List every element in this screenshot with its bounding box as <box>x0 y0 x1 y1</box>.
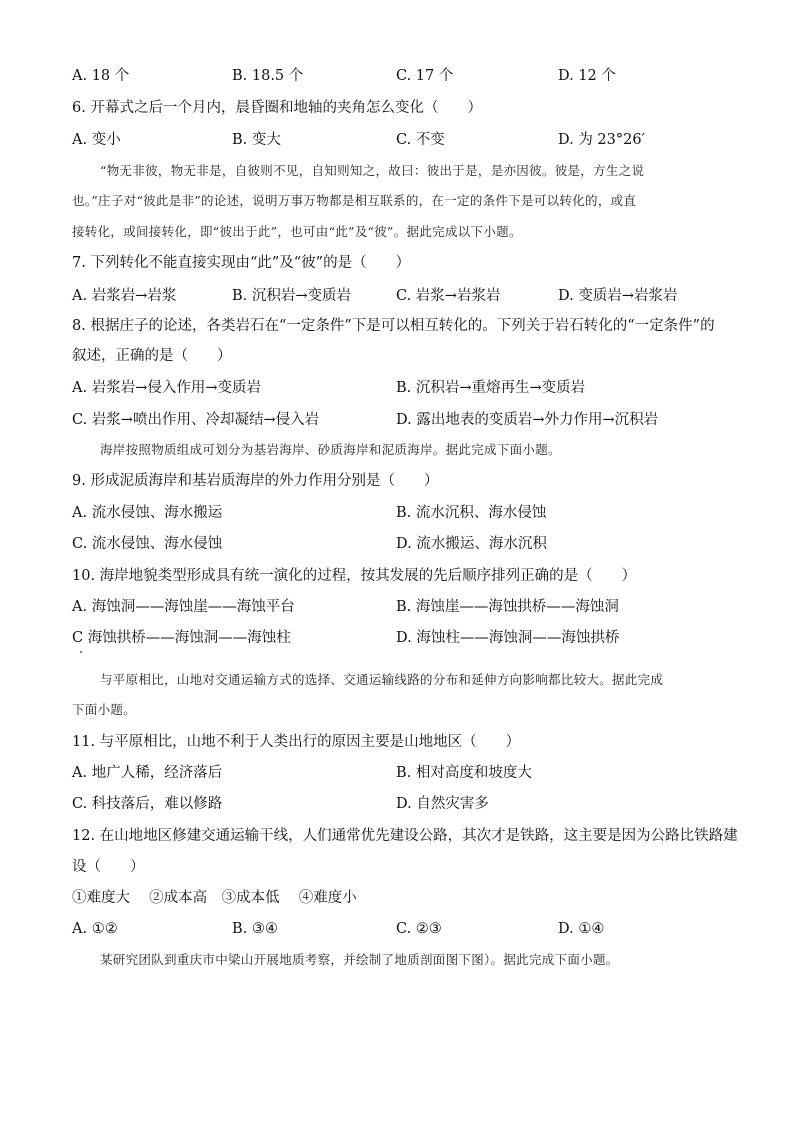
q7-option-d: D. 变质岩→岩浆岩 <box>558 288 678 304</box>
stray-dot <box>80 651 82 653</box>
q11-option-a: A. 地广人稀，经济落后 <box>72 765 223 781</box>
q12-choices: ①难度大 ②成本高 ③成本低 ④难度小 <box>72 890 357 906</box>
q12-stem-line-2: 设（ ） <box>72 859 145 875</box>
q6-option-d: D. 为 23°26′ <box>558 132 645 148</box>
q8-option-c: C. 岩浆→喷出作用、冷却凝结→侵入岩 <box>72 412 320 428</box>
q12-option-b: B. ③④ <box>232 921 278 937</box>
q11-option-b: B. 相对高度和坡度大 <box>396 765 532 781</box>
passage-3-line-2: 下面小题。 <box>72 702 137 717</box>
q8-stem-line-2: 叙述，正确的是（ ） <box>72 348 232 364</box>
q9-option-b: B. 流水沉积、海水侵蚀 <box>396 505 547 521</box>
q7-option-a: A. 岩浆岩→岩浆 <box>72 288 177 304</box>
q5-option-b: B. 18.5 个 <box>232 68 304 84</box>
q5-option-a: A. 18 个 <box>72 68 130 84</box>
q10-option-c: C 海蚀拱桥——海蚀洞——海蚀柱 <box>72 630 291 646</box>
q9-option-a: A. 流水侵蚀、海水搬运 <box>72 505 223 521</box>
q7-option-c: C. 岩浆→岩浆岩 <box>396 288 501 304</box>
q9-option-d: D. 流水搬运、海水沉积 <box>396 536 547 552</box>
q8-option-a: A. 岩浆岩→侵入作用→变质岩 <box>72 380 261 396</box>
q8-option-d: D. 露出地表的变质岩→外力作用→沉积岩 <box>396 412 659 428</box>
passage-2: 海岸按照物质组成可划分为基岩海岸、砂质海岸和泥质海岸。据此完成下面小题。 <box>100 442 561 457</box>
passage-1-line-3: 接转化，或间接转化，即“彼出于此”，也可由“此”及“彼”。据此完成以下小题。 <box>72 224 522 239</box>
q6-option-b: B. 变大 <box>232 132 281 148</box>
q12-option-d: D. ①④ <box>558 921 605 937</box>
passage-3-line-1: 与平原相比，山地对交通运输方式的选择、交通运输线路的分布和延伸方向影响都比较大。据此完成 <box>100 672 664 687</box>
q10-option-b: B. 海蚀崖——海蚀拱桥——海蚀洞 <box>396 599 619 615</box>
q9-stem: 9. 形成泥质海岸和基岩质海岸的外力作用分别是（ ） <box>72 473 439 489</box>
q6-stem: 6. 开幕式之后一个月内，晨昏圈和地轴的夹角怎么变化（ ） <box>72 100 482 116</box>
q6-option-c: C. 不变 <box>396 132 445 148</box>
q10-option-a: A. 海蚀洞——海蚀崖——海蚀平台 <box>72 599 295 615</box>
q7-stem: 7. 下列转化不能直接实现由“此”及“彼”的是（ ） <box>72 255 411 271</box>
q8-option-b: B. 沉积岩→重熔再生→变质岩 <box>396 380 586 396</box>
q12-stem-line-1: 12. 在山地地区修建交通运输干线，人们通常优先建设公路，其次才是铁路，这主要是因为公路比铁路建 <box>72 828 738 844</box>
q12-option-c: C. ②③ <box>396 921 442 937</box>
q7-option-b: B. 沉积岩→变质岩 <box>232 288 352 304</box>
q8-stem-line-1: 8. 根据庄子的论述，各类岩石在“一定条件”下是可以相互转化的。下列关于岩石转化的“一定条件”的 <box>72 318 715 334</box>
q11-option-d: D. 自然灾害多 <box>396 796 489 812</box>
passage-1-line-2: 也。”庄子对“彼此是非”的论述，说明万事万物都是相互联系的，在一定的条件下是可以转化的，或直 <box>72 193 637 208</box>
q5-option-c: C. 17 个 <box>396 68 454 84</box>
passage-4: 某研究团队到重庆市中梁山开展地质考察，并绘制了地质剖面图下图）。据此完成下面小题。 <box>100 952 619 967</box>
q9-option-c: C. 流水侵蚀、海水侵蚀 <box>72 536 223 552</box>
q5-option-d: D. 12 个 <box>558 68 616 84</box>
passage-1-line-1: “物无非彼，物无非是，自彼则不见，自知则知之，故曰：彼出于是，是亦因彼。彼是，方生之说 <box>100 163 645 178</box>
q12-option-a: A. ①② <box>72 921 118 937</box>
q11-option-c: C. 科技落后，难以修路 <box>72 796 223 812</box>
q10-stem: 10. 海岸地貌类型形成具有统一演化的过程，按其发展的先后顺序排列正确的是（ ） <box>72 568 637 584</box>
q10-option-d: D. 海蚀柱——海蚀洞——海蚀拱桥 <box>396 630 620 646</box>
q6-option-a: A. 变小 <box>72 132 121 148</box>
q11-stem: 11. 与平原相比，山地不利于人类出行的原因主要是山地地区（ ） <box>72 734 521 750</box>
